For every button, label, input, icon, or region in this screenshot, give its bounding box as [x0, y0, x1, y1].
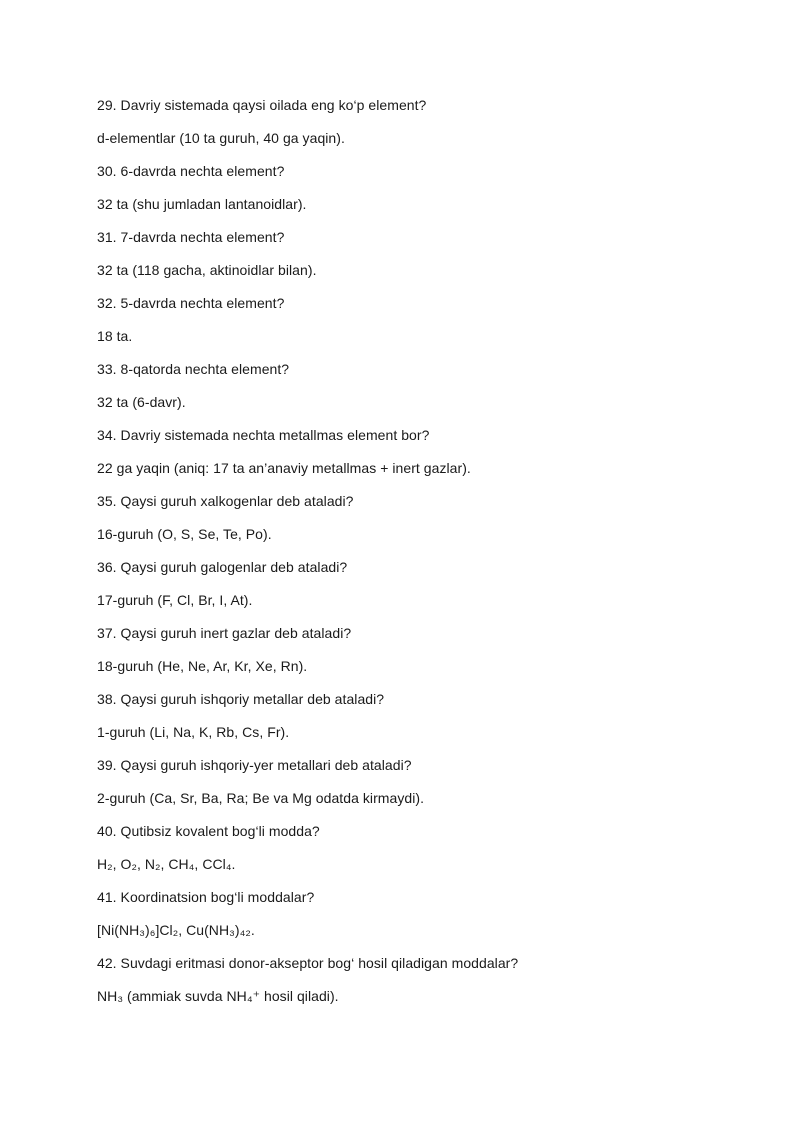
answer-36: 17-guruh (F, Cl, Br, I, At). [97, 592, 253, 608]
question-36: 36. Qaysi guruh galogenlar deb ataladi? [97, 559, 348, 575]
answer-35: 16-guruh (O, S, Se, Te, Po). [97, 526, 272, 542]
question-35: 35. Qaysi guruh xalkogenlar deb ataladi? [97, 493, 354, 509]
answer-40: H₂, O₂, N₂, CH₄, CCl₄. [97, 856, 236, 872]
question-33: 33. 8-qatorda nechta element? [97, 361, 290, 377]
question-30: 30. 6-davrda nechta element? [97, 163, 285, 179]
question-39: 39. Qaysi guruh ishqoriy-yer metallari deb ataladi? [97, 757, 412, 773]
answer-33: 32 ta (6-davr). [97, 394, 186, 410]
question-37: 37. Qaysi guruh inert gazlar deb ataladi? [97, 625, 352, 641]
answer-42: NH₃ (ammiak suvda NH₄⁺ hosil qiladi). [97, 988, 339, 1004]
question-32: 32. 5-davrda nechta element? [97, 295, 285, 311]
question-34: 34. Davriy sistemada nechta metallmas element bor? [97, 427, 430, 443]
answer-41: [Ni(NH₃)₆]Cl₂, Cu(NH₃)₄₂. [97, 922, 255, 938]
answer-37: 18-guruh (He, Ne, Ar, Kr, Xe, Rn). [97, 658, 308, 674]
answer-38: 1-guruh (Li, Na, K, Rb, Cs, Fr). [97, 724, 290, 740]
question-31: 31. 7-davrda nechta element? [97, 229, 285, 245]
question-42: 42. Suvdagi eritmasi donor-akseptor bog‘ hosil qiladigan moddalar? [97, 955, 519, 971]
answer-31: 32 ta (118 gacha, aktinoidlar bilan). [97, 262, 317, 278]
question-29: 29. Davriy sistemada qaysi oilada eng ko‘p element? [97, 97, 427, 113]
text-body [97, 94, 757, 1018]
answer-39: 2-guruh (Ca, Sr, Ba, Ra; Be va Mg odatda kirmaydi). [97, 790, 425, 806]
question-38: 38. Qaysi guruh ishqoriy metallar deb ataladi? [97, 691, 385, 707]
answer-30: 32 ta (shu jumladan lantanoidlar). [97, 196, 307, 212]
answer-32: 18 ta. [97, 328, 133, 344]
answer-29: d-elementlar (10 ta guruh, 40 ga yaqin). [97, 130, 345, 146]
question-40: 40. Qutibsiz kovalent bog‘li modda? [97, 823, 320, 839]
answer-34: 22 ga yaqin (aniq: 17 ta an’anaviy metallmas + inert gazlar). [97, 460, 471, 476]
question-41: 41. Koordinatsion bog‘li moddalar? [97, 889, 315, 905]
